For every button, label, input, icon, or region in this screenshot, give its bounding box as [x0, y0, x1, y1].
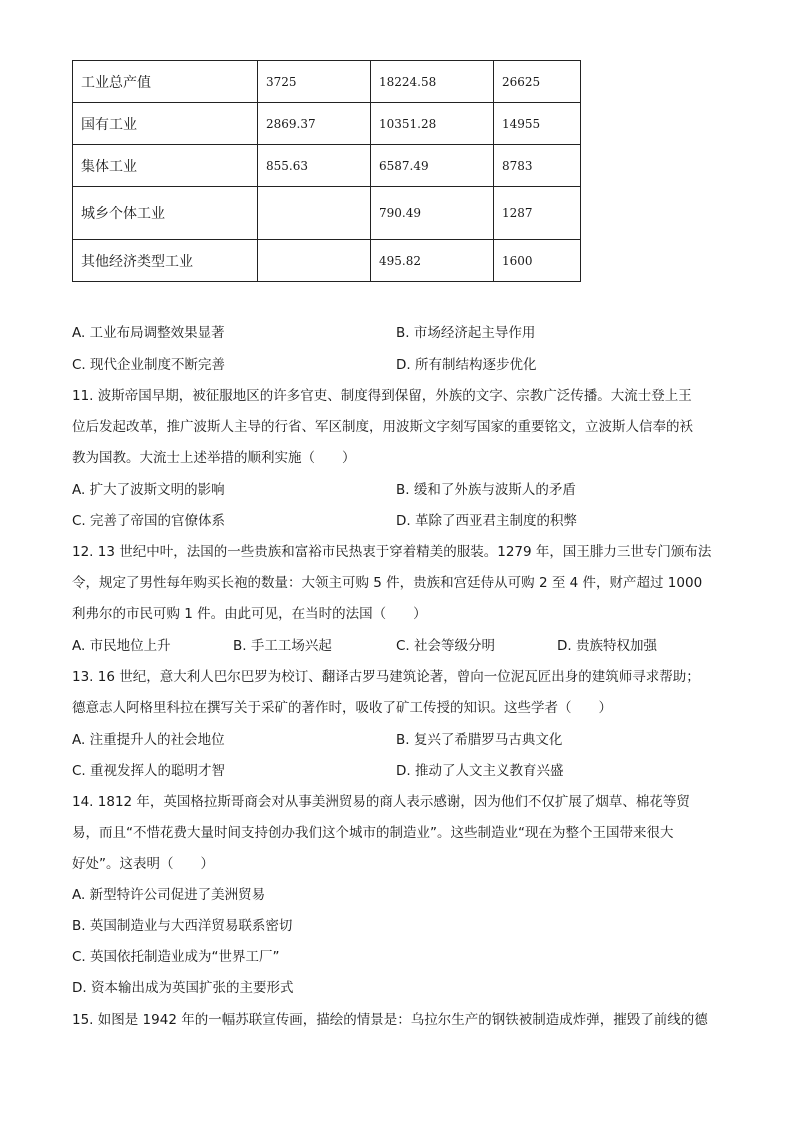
q11-option-a: A. 扩大了波斯文明的影响 — [72, 482, 225, 498]
q10-option-b: B. 市场经济起主导作用 — [396, 325, 536, 341]
q14-option-b: B. 英国制造业与大西洋贸易联系密切 — [72, 918, 293, 934]
table-cell: 2869.37 — [258, 103, 371, 145]
q14-stem-line: 易，而且“不惜花费大量时间支持创办我们这个城市的制造业”。这些制造业“现在为整个王国带来很大 — [72, 825, 674, 841]
q14-option-c: C. 英国依托制造业成为“世界工厂” — [72, 949, 280, 965]
q12-stem-line: 利弗尔的市民可购 1 件。由此可见，在当时的法国（ ） — [72, 606, 427, 622]
table-cell: 3725 — [258, 61, 371, 103]
table-cell — [258, 240, 371, 282]
q10-option-d: D. 所有制结构逐步优化 — [396, 357, 537, 373]
q11-stem-line: 11. 波斯帝国早期，被征服地区的许多官吏、制度得到保留，外族的文字、宗教广泛传播。大流士登上王 — [72, 388, 692, 404]
q11-option-d: D. 革除了西亚君主制度的积弊 — [396, 513, 577, 529]
table-cell: 855.63 — [258, 145, 371, 187]
q14-option-a: A. 新型特许公司促进了美洲贸易 — [72, 887, 266, 903]
q14-stem-line: 14. 1812 年，英国格拉斯哥商会对从事美洲贸易的商人表示感谢，因为他们不仅扩展了烟草、棉花等贸 — [72, 794, 690, 810]
q14-stem-line: 好处”。这表明（ ） — [72, 856, 214, 872]
industry-output-table — [72, 60, 581, 282]
q13-option-d: D. 推动了人文主义教育兴盛 — [396, 763, 564, 779]
q11-stem-line: 位后发起改革，推广波斯人主导的行省、军区制度，用波斯文字刻写国家的重要铭文，立波斯人信奉的袄 — [72, 419, 693, 435]
q13-stem-line: 13. 16 世纪，意大利人巴尔巴罗为校订、翻译古罗马建筑论著，曾向一位泥瓦匠出身的建筑师寻求帮助； — [72, 669, 700, 685]
table-cell — [258, 187, 371, 240]
q12-option-a: A. 市民地位上升 — [72, 638, 171, 654]
q12-option-c: C. 社会等级分明 — [396, 638, 496, 654]
table-row — [73, 61, 581, 103]
q10-option-a: A. 工业布局调整效果显著 — [72, 325, 225, 341]
table-cell: 1600 — [494, 240, 581, 282]
q12-option-b: B. 手工工场兴起 — [233, 638, 332, 654]
q14-option-d: D. 资本输出成为英国扩张的主要形式 — [72, 980, 294, 996]
table-cell: 1287 — [494, 187, 581, 240]
q13-stem-line: 德意志人阿格里科拉在撰写关于采矿的著作时，吸收了矿工传授的知识。这些学者（ ） — [72, 700, 612, 716]
q11-stem-line: 教为国教。大流士上述举措的顺利实施（ ） — [72, 450, 356, 466]
table-cell: 495.82 — [371, 240, 494, 282]
q12-stem-line: 12. 13 世纪中叶，法国的一些贵族和富裕市民热衷于穿着精美的服装。1279 年，国王腓力三世专门颁布法 — [72, 544, 712, 560]
table-row — [73, 145, 581, 187]
q11-option-c: C. 完善了帝国的官僚体系 — [72, 513, 226, 529]
table-cell: 26625 — [494, 61, 581, 103]
table-row — [73, 103, 581, 145]
q10-option-c: C. 现代企业制度不断完善 — [72, 357, 226, 373]
q12-option-d: D. 贵族特权加强 — [557, 638, 657, 654]
q13-option-b: B. 复兴了希腊罗马古典文化 — [396, 732, 563, 748]
q15-stem-line: 15. 如图是 1942 年的一幅苏联宣传画，描绘的情景是：乌拉尔生产的钢铁被制造成炸弹，摧毁了前线的德 — [72, 1012, 708, 1028]
q13-option-a: A. 注重提升人的社会地位 — [72, 732, 225, 748]
table-cell: 城乡个体工业 — [73, 187, 258, 240]
table-row — [73, 240, 581, 282]
table-cell: 14955 — [494, 103, 581, 145]
table-row — [73, 187, 581, 240]
q13-option-c: C. 重视发挥人的聪明才智 — [72, 763, 226, 779]
table-cell: 6587.49 — [371, 145, 494, 187]
q11-option-b: B. 缓和了外族与波斯人的矛盾 — [396, 482, 576, 498]
table-cell: 18224.58 — [371, 61, 494, 103]
table-cell: 790.49 — [371, 187, 494, 240]
table-cell: 10351.28 — [371, 103, 494, 145]
table-cell: 8783 — [494, 145, 581, 187]
q12-stem-line: 令，规定了男性每年购买长袍的数量：大领主可购 5 件，贵族和宫廷侍从可购 2 至 4 件，财产超过 1000 — [72, 575, 703, 591]
table-cell: 国有工业 — [73, 103, 258, 145]
table-cell: 工业总产值 — [73, 61, 258, 103]
table-cell: 其他经济类型工业 — [73, 240, 258, 282]
table-cell: 集体工业 — [73, 145, 258, 187]
